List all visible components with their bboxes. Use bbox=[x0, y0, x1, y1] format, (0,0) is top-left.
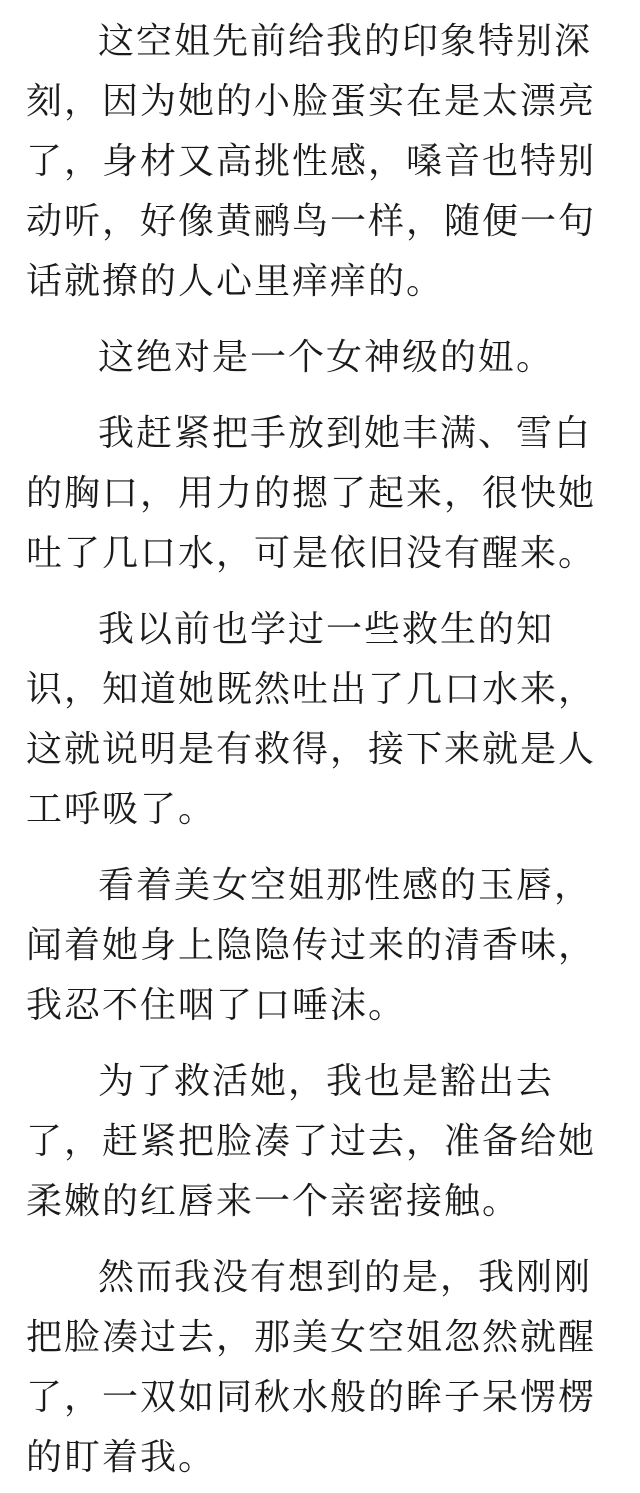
paragraph-1: 这空姐先前给我的印象特别深刻，因为她的小脸蛋实在是太漂亮了，身材又高挑性感，嗓音也特别动听，好像黄鹂鸟一样，随便一句话就撩的人心里痒痒的。 bbox=[26, 21, 597, 302]
paragraph-2: 这绝对是一个女神级的妞。 bbox=[98, 337, 555, 378]
paragraph-7: 然而我没有想到的是，我刚刚把脸凑过去，那美女空姐忽然就醒了，一双如同秋水般的眸子呆愣楞的盯着我。 bbox=[26, 1257, 597, 1478]
paragraph-4: 我以前也学过一些救生的知识，知道她既然吐出了几口水来，这就说明是有救得，接下来就是人工呼吸了。 bbox=[26, 609, 597, 830]
paragraph-3: 我赶紧把手放到她丰满、雪白的胸口，用力的摁了起来，很快她吐了几口水，可是依旧没有醒来。 bbox=[26, 413, 597, 574]
paragraph-6: 为了救活她，我也是豁出去了，赶紧把脸凑了过去，准备给她柔嫩的红唇来一个亲密接触。 bbox=[26, 1061, 597, 1222]
paragraph-5: 看着美女空姐那性感的玉唇，闻着她身上隐隐传过来的清香味，我忍不住咽了口唾沫。 bbox=[26, 865, 597, 1026]
